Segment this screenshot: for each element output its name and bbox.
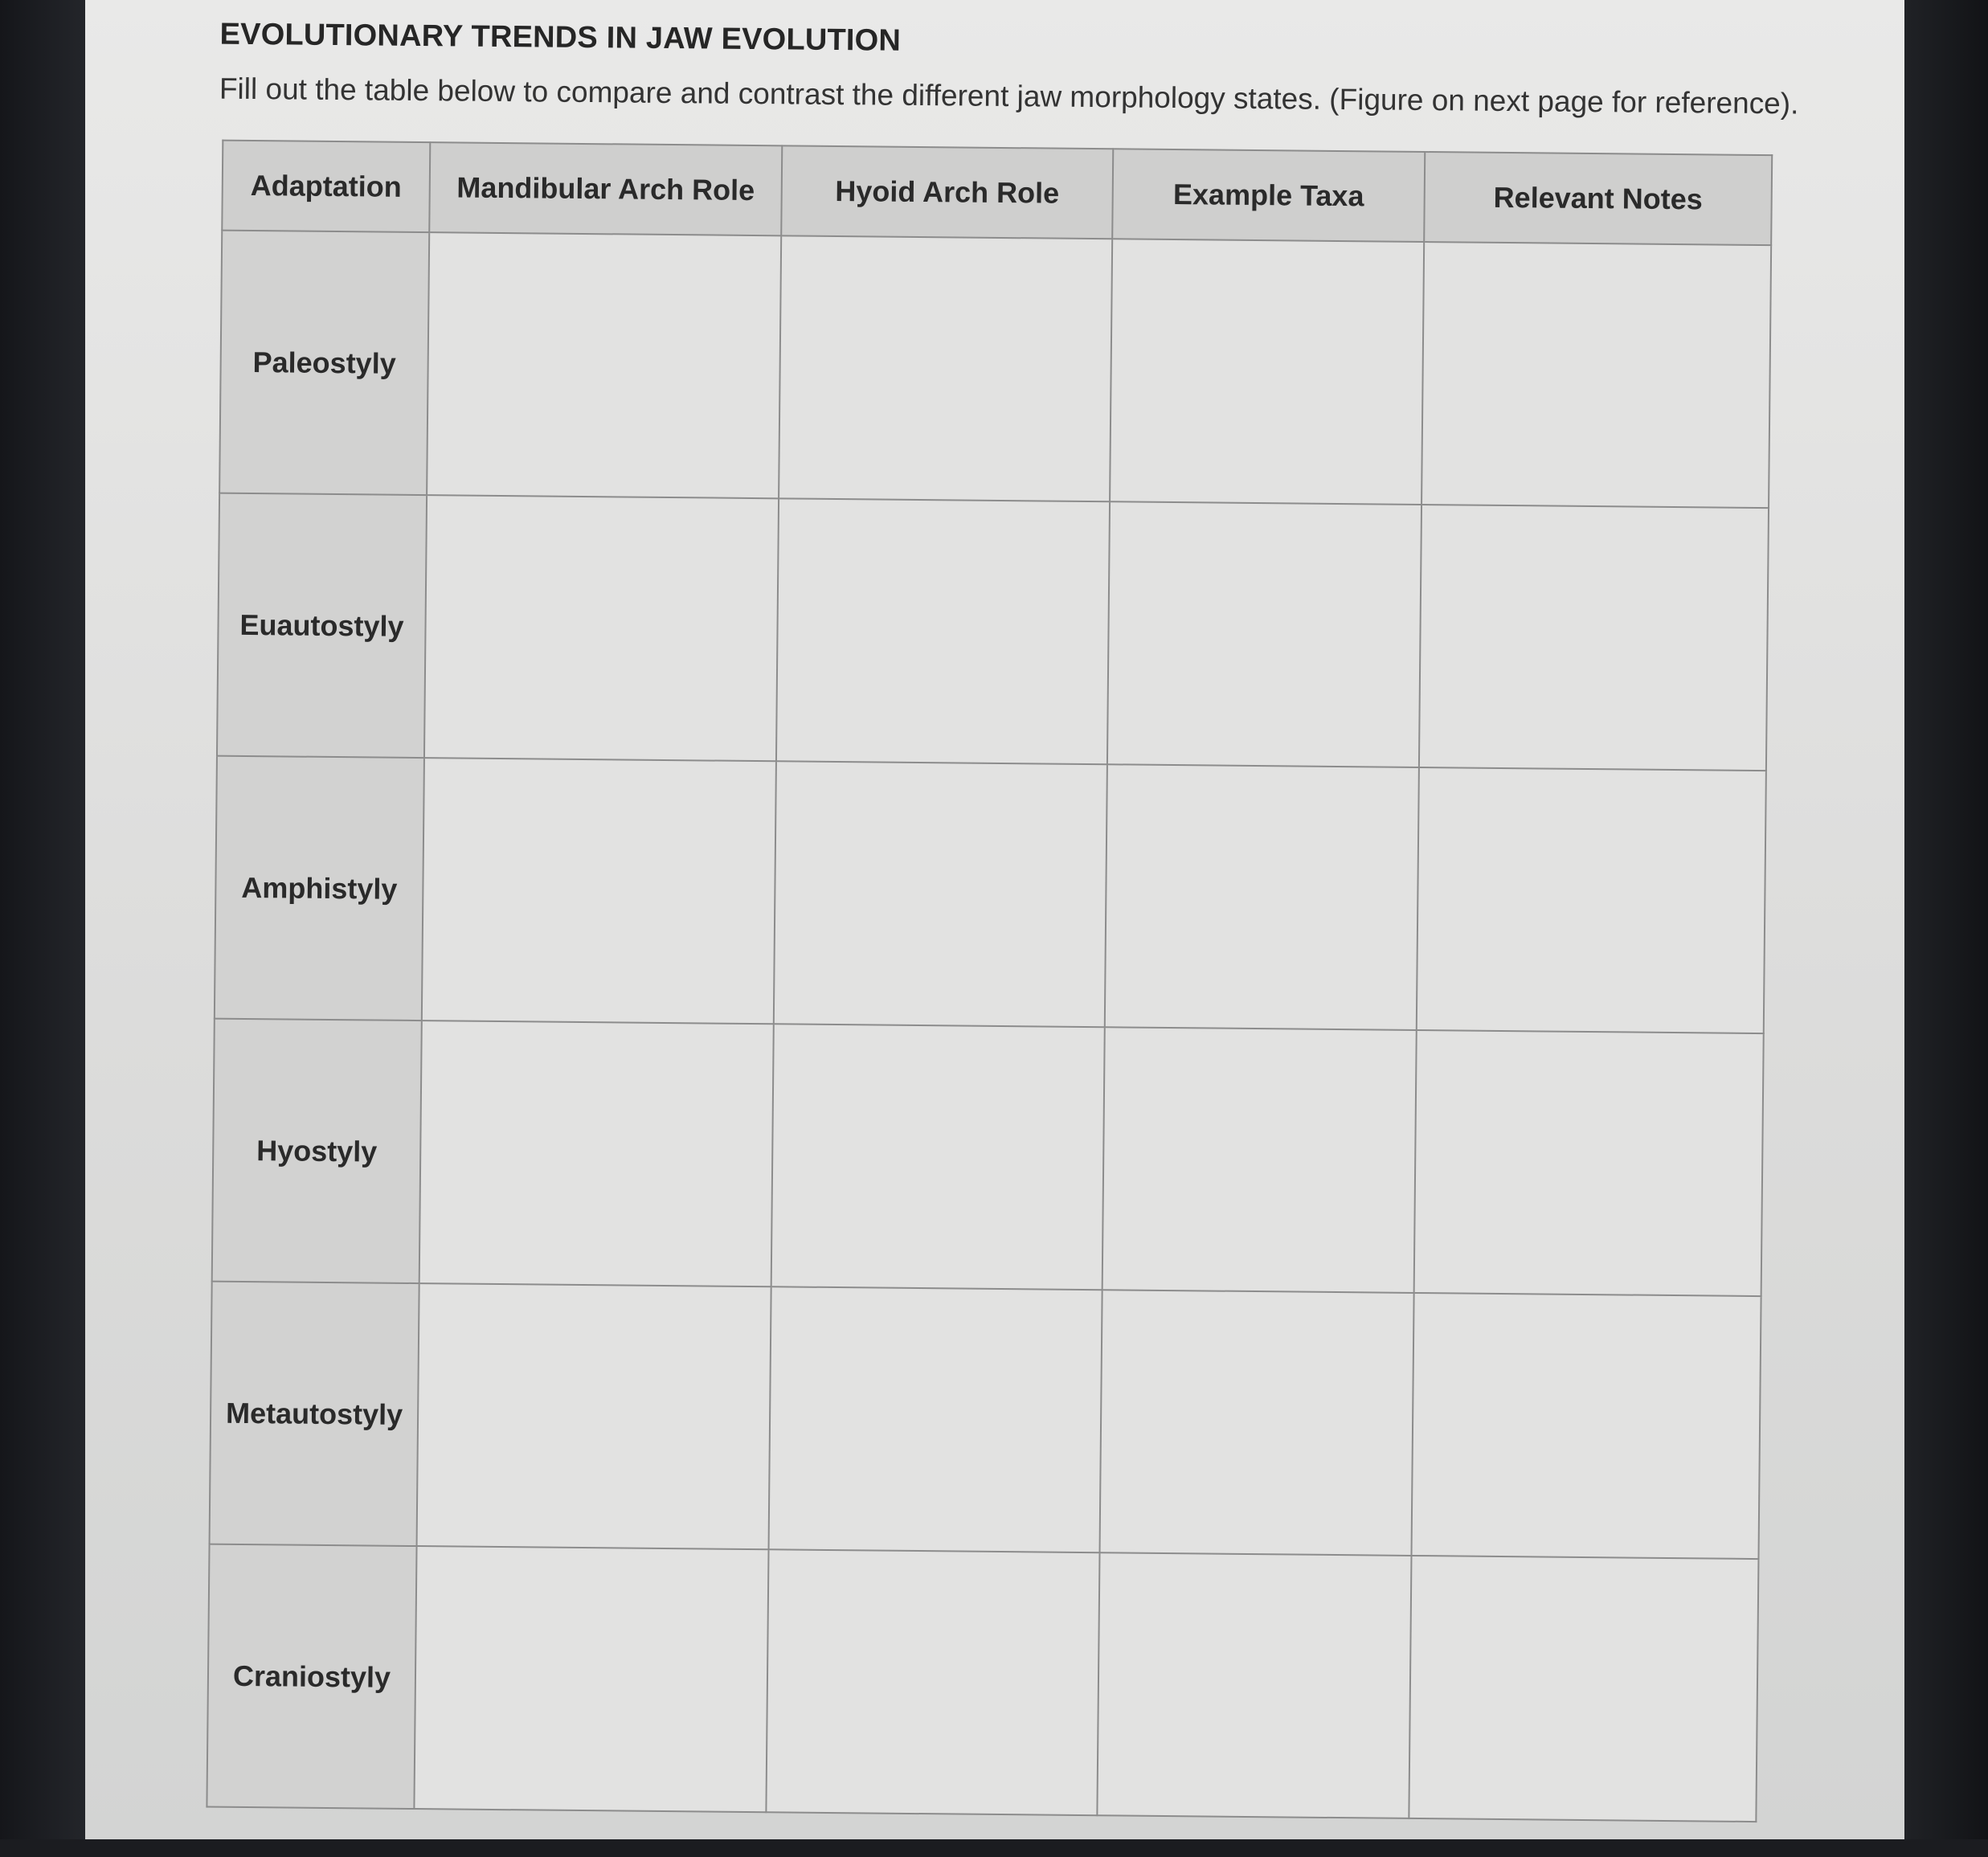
table-row bbox=[217, 493, 1769, 771]
table-row bbox=[215, 756, 1766, 1033]
mandibular-arch-role-cell[interactable] bbox=[414, 1546, 768, 1812]
hyoid-arch-role-cell[interactable] bbox=[771, 1024, 1105, 1290]
column-header-example-taxa: Example Taxa bbox=[1112, 149, 1425, 242]
row-header-paleostyly: Paleostyly bbox=[219, 231, 429, 495]
example-taxa-cell[interactable] bbox=[1105, 764, 1419, 1030]
mandibular-arch-role-cell[interactable] bbox=[427, 232, 781, 498]
table-row bbox=[210, 1282, 1761, 1559]
table-header-row bbox=[222, 141, 1772, 246]
page-title: EVOLUTIONARY TRENDS IN JAW EVOLUTION bbox=[219, 17, 902, 58]
column-header-adaptation: Adaptation bbox=[222, 141, 430, 232]
relevant-notes-cell[interactable] bbox=[1421, 242, 1771, 508]
relevant-notes-cell[interactable] bbox=[1417, 767, 1766, 1033]
example-taxa-cell[interactable] bbox=[1097, 1552, 1411, 1818]
row-header-amphistyly: Amphistyly bbox=[215, 756, 424, 1021]
relevant-notes-cell[interactable] bbox=[1419, 505, 1769, 771]
example-taxa-cell[interactable] bbox=[1110, 239, 1424, 505]
relevant-notes-cell[interactable] bbox=[1411, 1293, 1761, 1559]
column-header-hyoid-arch-role: Hyoid Arch Role bbox=[781, 145, 1113, 239]
example-taxa-cell[interactable] bbox=[1100, 1290, 1414, 1556]
example-taxa-cell[interactable] bbox=[1107, 501, 1421, 767]
screen-bezel-right bbox=[1904, 0, 1988, 1839]
column-header-relevant-notes: Relevant Notes bbox=[1424, 152, 1772, 245]
worksheet-page bbox=[85, 0, 1904, 1839]
instructions-text: Fill out the table below to compare and contrast the different jaw morphology states. (Figure on next page for reference). bbox=[219, 72, 1799, 121]
hyoid-arch-role-cell[interactable] bbox=[776, 498, 1110, 764]
mandibular-arch-role-cell[interactable] bbox=[422, 758, 776, 1024]
comparison-table bbox=[206, 140, 1773, 1822]
hyoid-arch-role-cell[interactable] bbox=[769, 1286, 1102, 1552]
table-row bbox=[207, 1544, 1758, 1822]
hyoid-arch-role-cell[interactable] bbox=[774, 761, 1107, 1027]
mandibular-arch-role-cell[interactable] bbox=[424, 495, 779, 761]
worksheet-content bbox=[67, 0, 1904, 1857]
example-taxa-cell[interactable] bbox=[1102, 1027, 1417, 1293]
mandibular-arch-role-cell[interactable] bbox=[419, 1021, 774, 1286]
relevant-notes-cell[interactable] bbox=[1409, 1556, 1758, 1822]
mandibular-arch-role-cell[interactable] bbox=[417, 1283, 771, 1549]
hyoid-arch-role-cell[interactable] bbox=[766, 1549, 1099, 1815]
hyoid-arch-role-cell[interactable] bbox=[779, 235, 1112, 501]
row-header-hyostyly: Hyostyly bbox=[212, 1019, 422, 1283]
row-header-euautostyly: Euautostyly bbox=[217, 493, 427, 758]
table-row bbox=[219, 231, 1771, 508]
relevant-notes-cell[interactable] bbox=[1414, 1030, 1764, 1296]
row-header-craniostyly: Craniostyly bbox=[207, 1544, 416, 1809]
column-header-mandibular-arch-role: Mandibular Arch Role bbox=[429, 142, 782, 235]
table-row bbox=[212, 1019, 1764, 1296]
row-header-metautostyly: Metautostyly bbox=[210, 1282, 419, 1546]
